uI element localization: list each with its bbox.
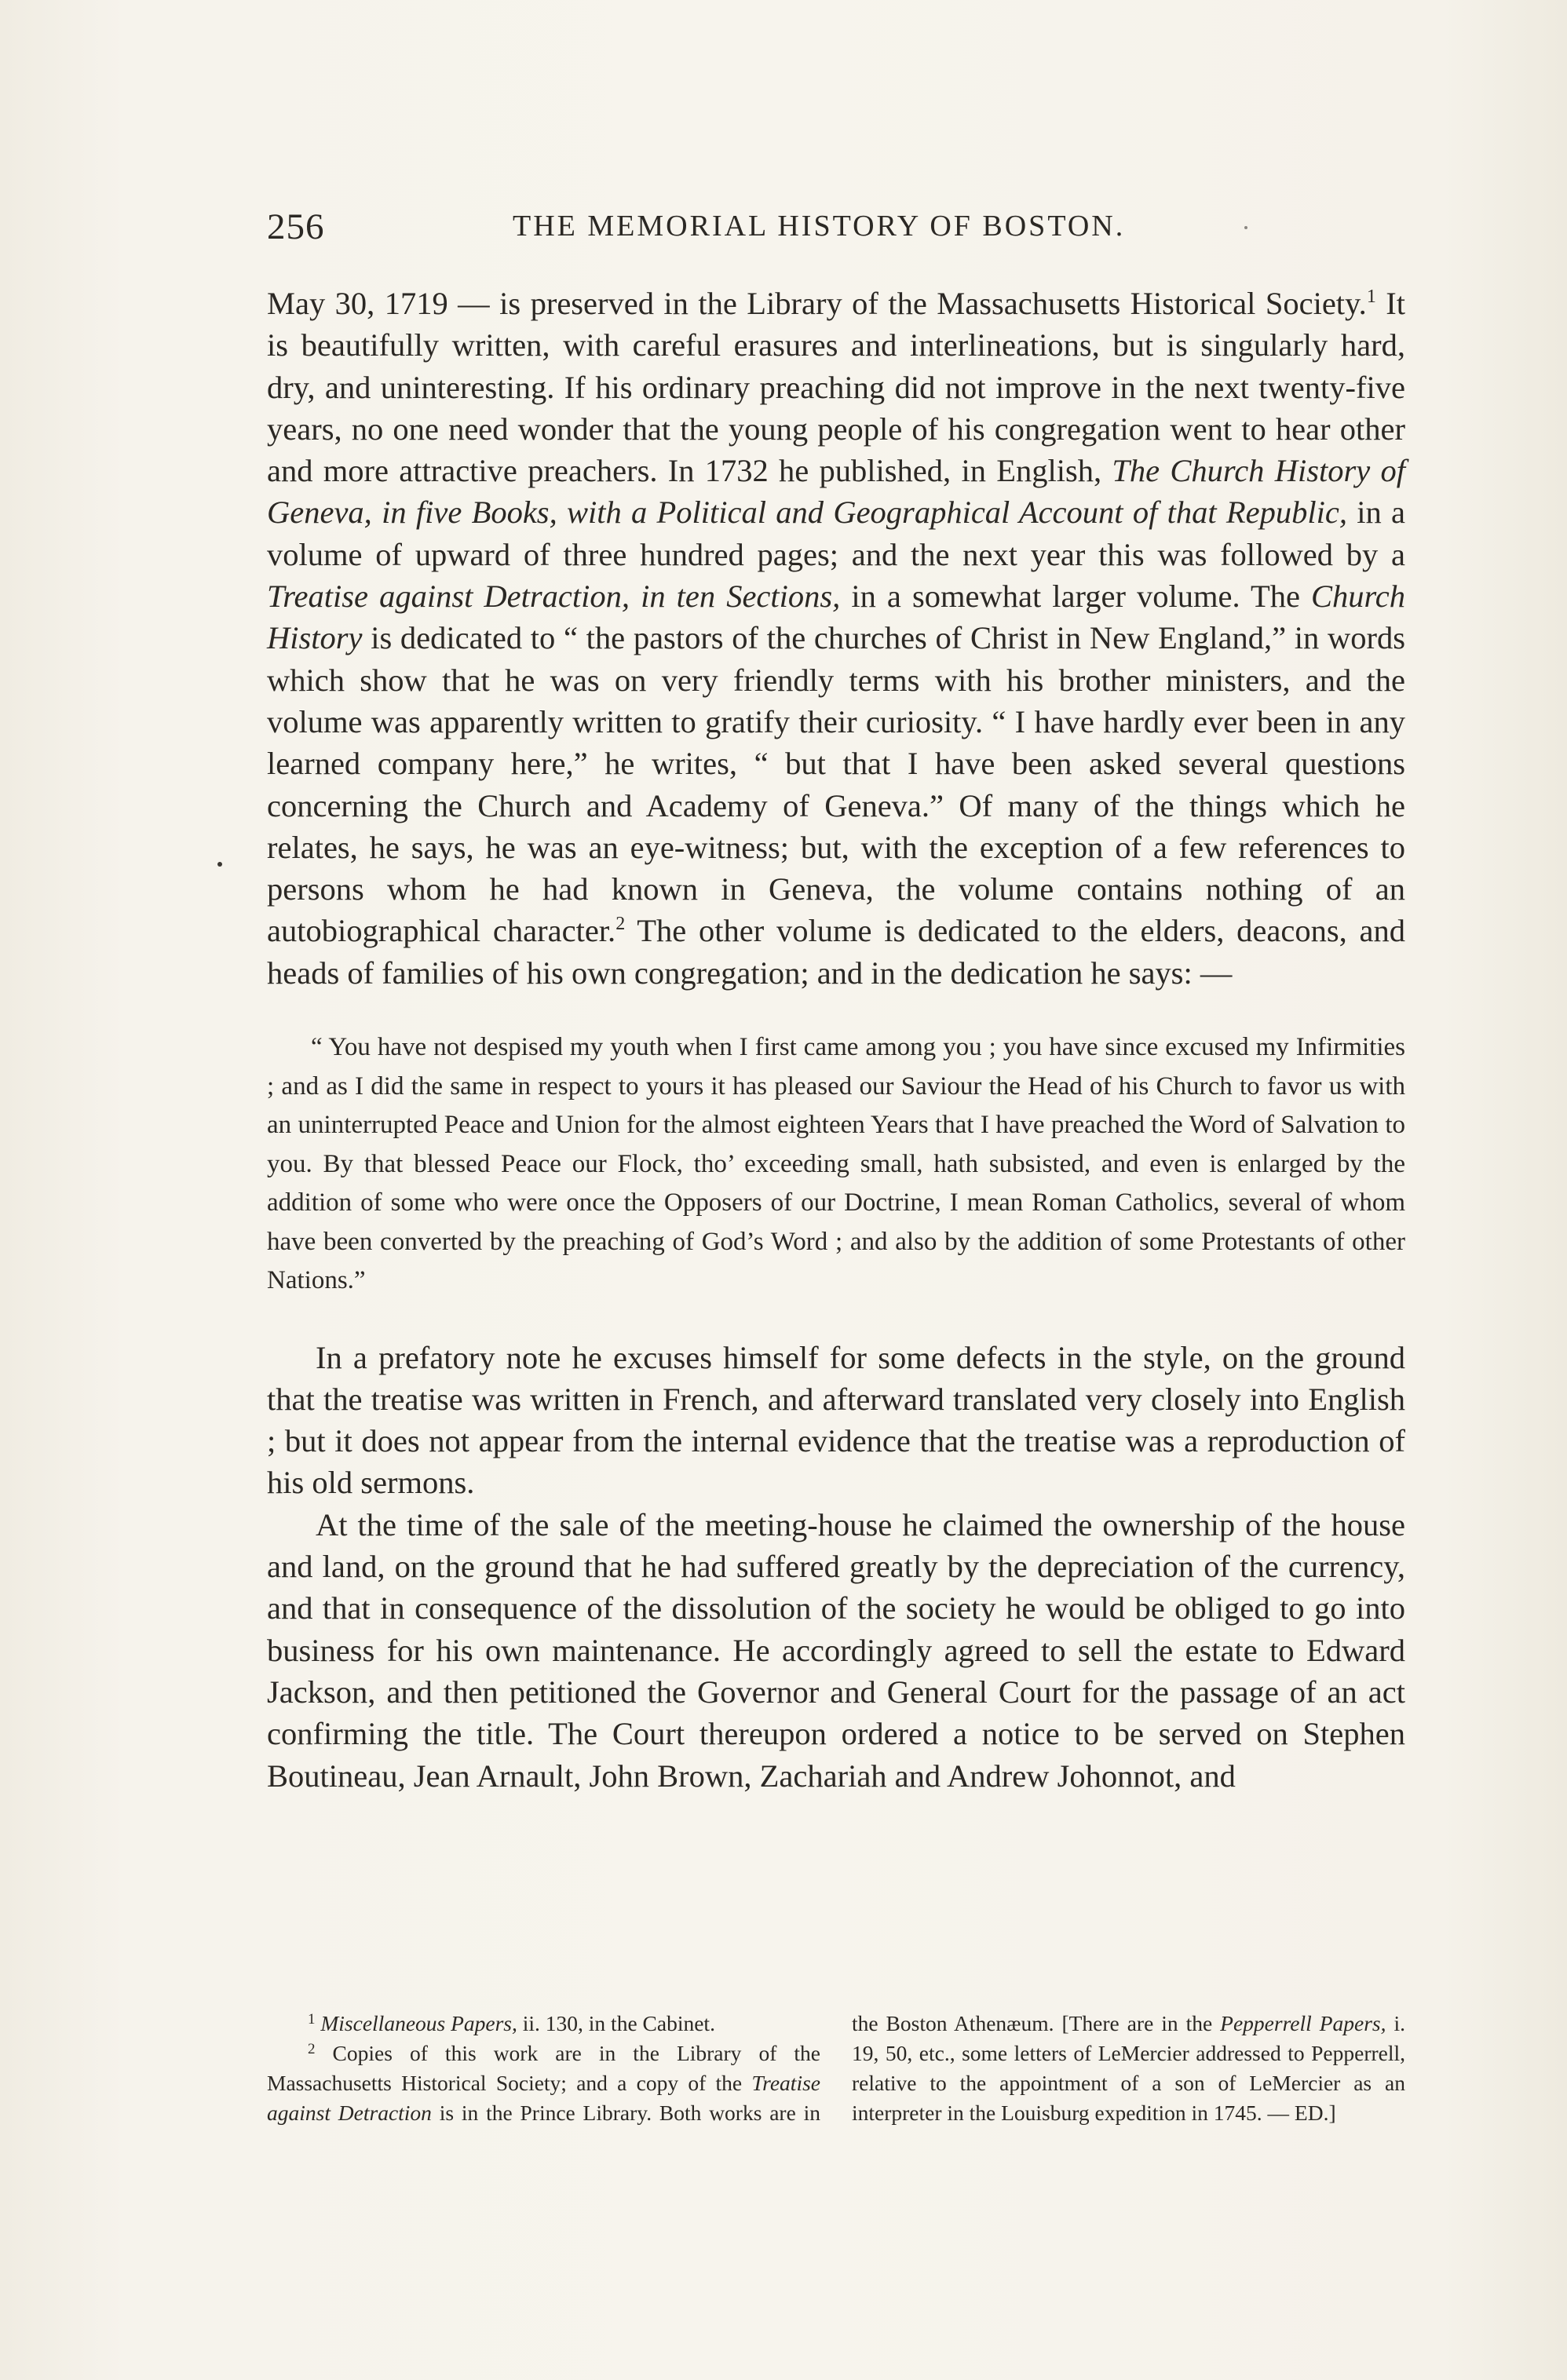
footnote-ref-1: 1 <box>1366 287 1376 307</box>
body-text <box>267 283 1405 1797</box>
footnote-1: $^1$ Miscellaneous Papers, ii. 130, in the Cabinet. <box>308 2011 715 2035</box>
print-speck <box>1244 226 1247 229</box>
footnotes-left-column <box>267 2009 1405 2128</box>
book-title-church-history: The Church History of Geneva, in five Books, with a Political and Geographical Account of that Republic, <box>267 453 1405 531</box>
running-title: THE MEMORIAL HISTORY OF BOSTON. <box>513 210 1126 243</box>
footnote-ref-2: 2 <box>615 914 626 935</box>
paragraph-2: In a prefatory note he excuses himself for some defects in the style, on the ground that the treatise was written in French, and afterward translated very closely into English ; but it does not appear from the internal evidence that the treatise was a reproduction of his old sermons. <box>267 1339 1405 1501</box>
paragraph-3: At the time of the sale of the meeting-house he claimed the ownership of the house and land, on the ground that he had suffered greatly by the depreciation of the currency, and that in consequence of the dissolution of the society he would be obliged to go into business for his own maintenance. He accordingly agreed to sell the estate to Edward Jackson, and then petitioned the Governor and General Court for the passage of an act confirming the title. The Court thereupon ordered a notice to be served on Stephen Boutineau, Jean Arnault, John Brown, Zachariah and Andrew Johonnot, and <box>267 1506 1405 1794</box>
running-head <box>267 203 1405 250</box>
book-title-short: Church History <box>267 579 1405 656</box>
page-number: 256 <box>267 206 325 247</box>
paragraph-1: May 30, 1719 — is preserved in the Library of the Massachusetts Historical Society.$^1$ It is beautifully written, with careful erasures and interlineations, but is singularly hard, dry, and uninteresting. If his ordinary preaching did not improve in the next twenty-five years, no one need wonder that the young people of his congregation went to hear other and more attractive preachers. In 1732 he published, in English, The Church History of Geneva, in five Books, with a Political and Geographical Account of that Republic, in a volume of upward of three hundred pages; and the next year this was followed by a Treatise against Detraction, in ten Sections, in a somewhat larger volume. The Church History is dedicated to “ the pastors of the churches of Christ in New England,” in words which show that he was on very friendly terms with his brother ministers, and the volume was apparently written to gratify their curiosity. “ I have hardly ever been in any learned company here,” he writes, “ but that I have been asked several questions concerning the Church and Academy of Geneva.” Of many of the things which he relates, he says, he was an eye-witness; but, with the exception of a few references to persons whom he had known in Geneva, the volume contains nothing of an autobiographical character.$^2$ The other volume is dedicated to the elders, deacons, and heads of families of his own congregation; and in the dedication he says: — <box>267 286 1406 991</box>
footnotes <box>267 2009 1405 2128</box>
book-title-treatise: Treatise against Detraction, in ten Sections, <box>267 579 841 615</box>
margin-speck <box>217 862 222 867</box>
footnote-2: $^2$ Copies of this work are in the Library of the Massachusetts Historical Society; and a copy of the Treatise against Detraction is in the Prince Library. Both works are in the Boston Athenæum. [There are in the Pepperrell Papers, i. 19, 50, etc., some letters of LeMercier addressed to Pepperrell, relative to the appointment of a son of LeMercier as an interpreter in the Louisburg expedition in 1745. — ED.] <box>267 2011 1405 2125</box>
block-quote: “ You have not despised my youth when I first came among you ; you have since excused my Infirmities ; and as I did the same in respect to yours it has pleased our Saviour the Head of his Church to favor us with an uninterrupted Peace and Union for the almost eighteen Years that I have preached the Word of Salvation to you. By that blessed Peace our Flock, tho’ exceeding small, hath subsisted, and even is enlarged by the addition of some who were once the Opposers of our Doctrine, I mean Roman Catholics, several of whom have been converted by the preaching of God’s Word ; and also by the addition of some Protestants of other Nations.” <box>267 1033 1405 1295</box>
